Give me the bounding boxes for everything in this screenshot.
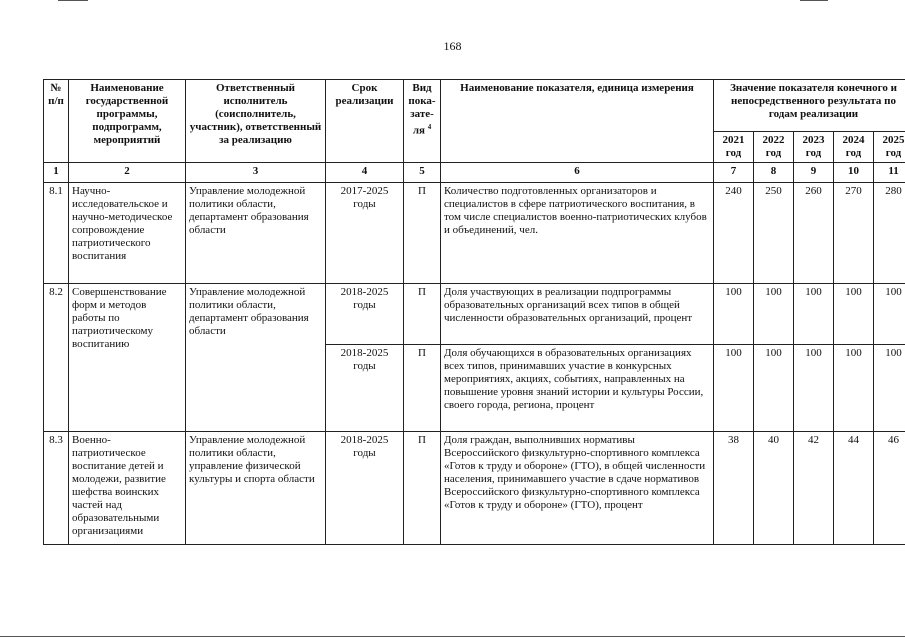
value-2024: 100 [834,284,874,345]
value-2022: 100 [754,345,794,432]
row-number: 8.3 [44,432,69,545]
header-year: 2023 год [794,132,834,163]
header-period: Срок реализации [326,80,404,163]
row-number: 8.2 [44,284,69,432]
activity-name: Совершенствование форм и методов работы по патриотическому воспитанию [69,284,186,432]
indicator-type: П [404,432,441,545]
table-header-row [44,80,905,132]
value-2024: 44 [834,432,874,545]
column-number: 4 [326,163,404,183]
responsible-executor: Управление молодежной политики области, управление физической культуры и спорта области [186,432,326,545]
header-indicator-type [404,80,441,163]
header-program-name: Наименование государственной программы, подпрограмм, мероприятий [69,80,186,163]
value-2025: 46 [874,432,905,545]
column-number-row [44,163,905,183]
value-2023: 100 [794,284,834,345]
column-number: 8 [754,163,794,183]
header-indicator-values: Значение показателя конечного и непосредственного результата по годам реализации [714,80,905,132]
indicator-name: Доля обучающихся в образовательных организациях всех типов, принимавших участие в конкурсных мероприятиях, акциях, событиях, направленных на повышение уровня знаний истории и культуры России, своего города, региона, процент [441,345,714,432]
column-number: 2 [69,163,186,183]
value-2023: 42 [794,432,834,545]
value-2021: 240 [714,183,754,284]
row-number: 8.1 [44,183,69,284]
header-indicator-type-text: Вид пока-зате-ля [408,82,436,137]
column-number: 1 [44,163,69,183]
indicator-name: Количество подготовленных организаторов и специалистов в сфере патриотического воспитания, в том числе специалистов военно-патриотических клубов и объединений, чел. [441,183,714,284]
column-number: 3 [186,163,326,183]
implementation-period: 2018-2025 годы [326,284,404,345]
value-2025: 280 [874,183,905,284]
implementation-period: 2018-2025 годы [326,432,404,545]
header-footnote-mark: 4 [427,123,432,131]
header-executor: Ответственный исполнитель (соисполнитель, участник), ответственный за реализацию [186,80,326,163]
header-year: 2024 год [834,132,874,163]
value-2024: 100 [834,345,874,432]
activity-name: Военно-патриотическое воспитание детей и молодежи, развитие шефства воинских частей над образовательными организациями [69,432,186,545]
table-row [44,432,905,545]
column-number: 7 [714,163,754,183]
column-number: 10 [834,163,874,183]
indicator-type: П [404,183,441,284]
value-2022: 250 [754,183,794,284]
column-number: 6 [441,163,714,183]
indicator-type: П [404,284,441,345]
value-2023: 100 [794,345,834,432]
value-2025: 100 [874,284,905,345]
implementation-period: 2018-2025 годы [326,345,404,432]
header-year: 2021 год [714,132,754,163]
value-2021: 100 [714,345,754,432]
indicators-table [43,79,905,545]
header-indicator-name: Наименование показателя, единица измерения [441,80,714,163]
indicator-type: П [404,345,441,432]
column-number: 5 [404,163,441,183]
header-number: № п/п [44,80,69,163]
table-row [44,284,905,345]
column-number: 11 [874,163,905,183]
value-2024: 270 [834,183,874,284]
scan-edge-top-right [800,0,828,1]
header-year: 2022 год [754,132,794,163]
value-2025: 100 [874,345,905,432]
page-number: 168 [443,39,462,53]
column-number: 9 [794,163,834,183]
implementation-period: 2017-2025 годы [326,183,404,284]
value-2021: 38 [714,432,754,545]
value-2023: 260 [794,183,834,284]
scan-edge-top-left [58,0,88,1]
scan-edge-bottom [0,636,905,637]
indicator-name: Доля участвующих в реализации подпрограммы образовательных организаций всех типов в общей численности образовательных организаций, процент [441,284,714,345]
activity-name: Научно-исследовательское и научно-методическое сопровождение патриотического воспитания [69,183,186,284]
value-2022: 100 [754,284,794,345]
responsible-executor: Управление молодежной политики области, департамент образования области [186,284,326,432]
indicator-name: Доля граждан, выполнивших нормативы Всероссийского физкультурно-спортивного комплекса «Готов к труду и обороне» (ГТО), в общей численности населения, принимавшего участие в сдаче нормативов Всероссийского физкультурно-спортивного комплекса «Готов к труду и обороне» (ГТО), процент [441,432,714,545]
table-row [44,183,905,284]
value-2021: 100 [714,284,754,345]
value-2022: 40 [754,432,794,545]
responsible-executor: Управление молодежной политики области, департамент образования области [186,183,326,284]
header-year: 2025 год [874,132,905,163]
